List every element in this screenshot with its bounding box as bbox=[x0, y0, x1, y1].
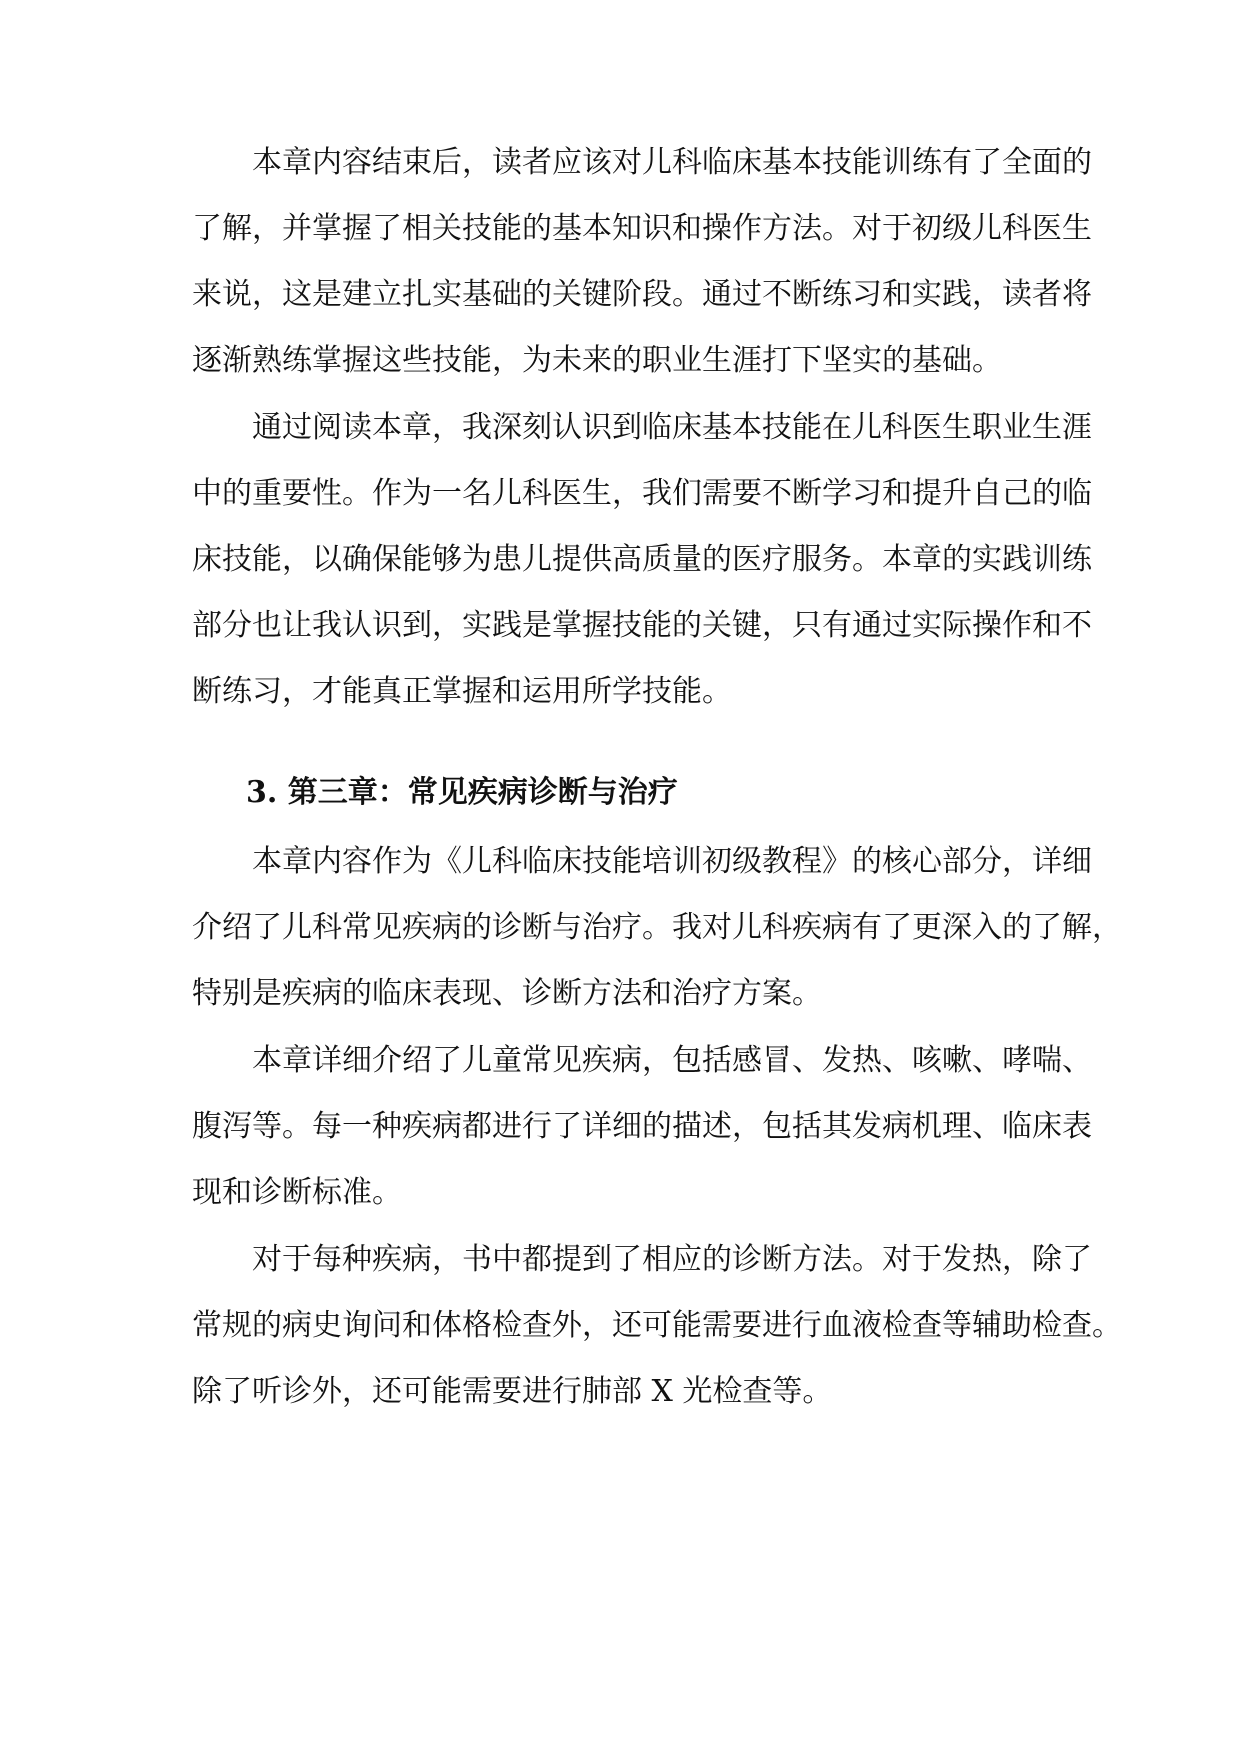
paragraph-reflection bbox=[192, 410, 1092, 710]
text-line: 除了听诊外，还可能需要进行肺部 X 光检查等。 bbox=[192, 1374, 833, 1409]
paragraph-chapter-intro bbox=[192, 844, 1122, 1012]
paragraph-skills-summary bbox=[192, 145, 1092, 379]
chapter-heading: 3. 第三章：常见疾病诊断与治疗 bbox=[246, 775, 678, 810]
paragraph-diagnosis-methods bbox=[192, 1242, 1122, 1410]
text-line: 了解，并掌握了相关技能的基本知识和操作方法。对于初级儿科医生 bbox=[192, 211, 1092, 246]
text-line: 常规的病史询问和体格检查外，还可能需要进行血液检查等辅助检查。 bbox=[192, 1308, 1122, 1343]
document-body bbox=[192, 145, 1122, 1410]
text-line: 中的重要性。作为一名儿科医生，我们需要不断学习和提升自己的临 bbox=[192, 476, 1092, 511]
text-line: 特别是疾病的临床表现、诊断方法和治疗方案。 bbox=[192, 976, 822, 1011]
text-line: 现和诊断标准。 bbox=[192, 1175, 402, 1210]
text-line: 断练习，才能真正掌握和运用所学技能。 bbox=[192, 674, 732, 709]
text-line: 本章内容结束后，读者应该对儿科临床基本技能训练有了全面的 bbox=[252, 145, 1092, 180]
text-line: 逐渐熟练掌握这些技能，为未来的职业生涯打下坚实的基础。 bbox=[192, 343, 1002, 378]
text-line: 腹泻等。每一种疾病都进行了详细的描述，包括其发病机理、临床表 bbox=[192, 1109, 1092, 1144]
text-line: 本章内容作为《儿科临床技能培训初级教程》的核心部分，详细 bbox=[252, 844, 1092, 879]
paragraph-common-diseases bbox=[192, 1043, 1092, 1211]
text-line: 本章详细介绍了儿童常见疾病，包括感冒、发热、咳嗽、哮喘、 bbox=[252, 1043, 1092, 1078]
text-line: 通过阅读本章，我深刻认识到临床基本技能在儿科医生职业生涯 bbox=[252, 410, 1092, 445]
text-line: 介绍了儿科常见疾病的诊断与治疗。我对儿科疾病有了更深入的了解， bbox=[192, 910, 1122, 945]
text-line: 对于每种疾病，书中都提到了相应的诊断方法。对于发热，除了 bbox=[252, 1242, 1092, 1277]
text-line: 部分也让我认识到，实践是掌握技能的关键，只有通过实际操作和不 bbox=[192, 608, 1092, 643]
text-line: 床技能，以确保能够为患儿提供高质量的医疗服务。本章的实践训练 bbox=[192, 542, 1092, 577]
text-line: 来说，这是建立扎实基础的关键阶段。通过不断练习和实践，读者将 bbox=[192, 277, 1092, 312]
